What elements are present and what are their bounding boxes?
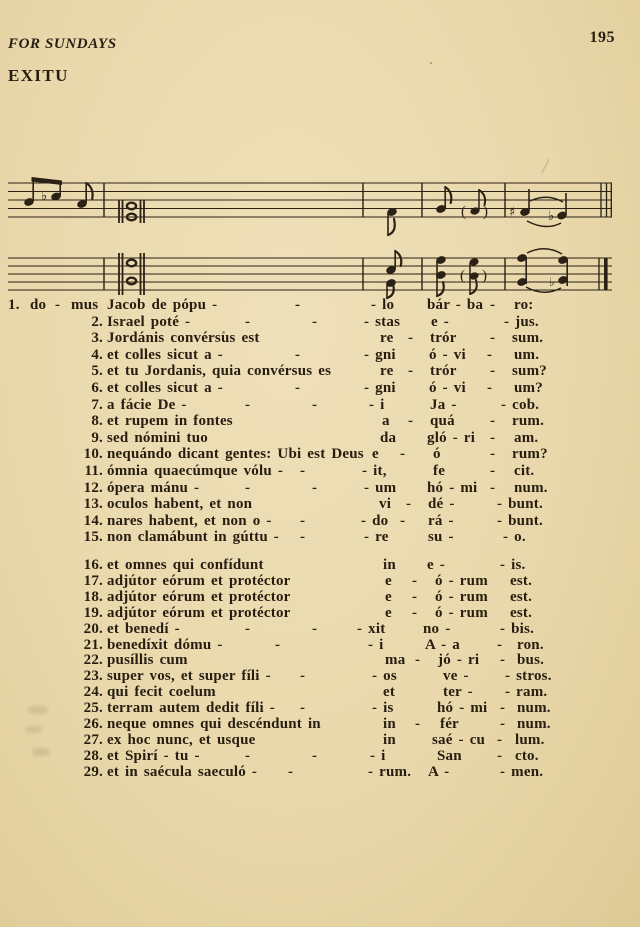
verse-cell: in <box>383 557 396 573</box>
verse-row <box>0 363 640 380</box>
page-number: 195 <box>589 29 615 46</box>
verse-number: 24. <box>83 684 103 701</box>
verse-cell: - <box>406 496 412 513</box>
verse-cell: et benedí - <box>107 620 180 637</box>
verse-number: 21. <box>83 636 103 653</box>
verse-cell: - <box>497 731 503 748</box>
verse-cell: num. <box>517 716 551 732</box>
verse-cell: - <box>412 604 418 621</box>
verse-cell: ó - vi <box>429 380 466 396</box>
verse-cell: - <box>412 572 418 589</box>
verse-cell: e <box>385 572 392 589</box>
verse-cell: - men. <box>500 763 544 780</box>
verse-cell: terram autem dedit fíli - <box>107 700 275 717</box>
flat-icon: ♭ <box>549 275 555 289</box>
verse-cell: - <box>300 529 306 546</box>
verse-row <box>0 380 640 397</box>
verse-cell: - <box>400 512 406 529</box>
verse-cell: - cob. <box>501 396 540 413</box>
verse-cell: rum. <box>512 413 545 430</box>
flat-icon: ♭ <box>548 209 555 224</box>
verse-cell: trór <box>430 330 457 347</box>
verse-cell: - <box>55 297 61 313</box>
close-paren: ) <box>482 268 487 284</box>
verse-cell: et colles sicut a - <box>107 380 223 396</box>
verse-cell: sum? <box>512 363 547 380</box>
verse-row <box>0 314 640 331</box>
verse-cell: - bunt. <box>497 512 543 529</box>
verse-cell: num. <box>514 479 548 496</box>
verse-cell: - it, <box>362 463 387 479</box>
flat-icon: ♭ <box>41 189 48 204</box>
verse-number: 11. <box>84 463 103 479</box>
verse-cell: - <box>312 620 318 637</box>
verse-cell: saé - cu <box>432 731 486 748</box>
verse-cell: - <box>300 512 306 529</box>
verse-cell: - do <box>361 512 389 529</box>
verse-cell: rum? <box>512 446 548 463</box>
verse-number: 28. <box>83 747 103 764</box>
verse-row <box>0 430 640 447</box>
verse-cell: trór <box>430 363 457 380</box>
verse-row <box>0 748 640 765</box>
verse-cell: - <box>490 413 496 430</box>
verse-cell: - is <box>372 700 394 717</box>
verse-cell: Ja - <box>430 396 457 413</box>
verse-number: 10. <box>83 446 103 463</box>
verse-cell: um? <box>514 380 543 396</box>
verse-number: 1. <box>8 297 20 313</box>
verse-cell: A - <box>428 763 450 780</box>
verse-row <box>0 732 640 749</box>
verse-cell: - <box>408 413 414 430</box>
verse-cell: - <box>490 429 496 446</box>
verse-row <box>0 330 640 347</box>
verse-number: 9. <box>91 429 103 446</box>
verse-row <box>0 413 640 430</box>
verse-cell: A - a <box>425 636 460 653</box>
verse-cell: e - <box>431 313 450 330</box>
verse-number: 8. <box>91 413 103 430</box>
verse-cell: qui fecit coelum <box>107 684 216 701</box>
verse-cell: est. <box>510 572 533 589</box>
verse-cell: et tu Jordanis, quia convérsus es <box>107 363 332 380</box>
verse-cell: - <box>288 763 294 780</box>
verse-cell: mus <box>71 297 99 313</box>
verse-row <box>0 573 640 590</box>
verse-cell: - re <box>364 529 389 546</box>
verse-cell: - <box>408 330 414 347</box>
verse-cell: - ram. <box>505 684 548 701</box>
verse-cell: - <box>415 652 421 669</box>
verse-cell: - <box>415 716 421 732</box>
verse-cell: - <box>487 380 493 396</box>
verse-row <box>0 700 640 717</box>
verse-cell: oculos habent, et non <box>107 496 253 513</box>
verse-cell: non clamábunt in gúttu - <box>107 529 280 546</box>
verse-cell: bus. <box>517 652 545 669</box>
verse-number: 17. <box>83 572 103 589</box>
verse-cell: - <box>300 700 306 717</box>
verse-cell: a fácie De - <box>107 396 187 413</box>
verse-cell: - <box>490 446 496 463</box>
verse-number: 14. <box>83 512 103 529</box>
verse-cell: - <box>245 396 251 413</box>
verse-cell: e - <box>427 557 446 573</box>
verse-cell: Jordánis convérsus est <box>107 330 260 347</box>
verse-cell: - <box>500 716 506 732</box>
verse-cell: ó - vi <box>429 346 466 363</box>
verse-number: 13. <box>83 496 103 513</box>
verse-cell: do <box>30 297 47 313</box>
verse-cell: - lo <box>371 297 395 313</box>
verse-cell: vi <box>379 496 392 513</box>
verse-cell: - <box>295 380 301 396</box>
close-paren: ) <box>483 204 488 220</box>
verse-number: 26. <box>83 716 103 732</box>
verse-cell: - rum. <box>368 763 412 780</box>
verse-cell: - <box>490 363 496 380</box>
running-header: FOR SUNDAYS <box>8 36 117 52</box>
verse-cell: no - <box>423 620 451 637</box>
verse-cell: - <box>295 346 301 363</box>
verse-number: 6. <box>91 380 103 396</box>
show-through-artifact <box>28 706 48 714</box>
verse-cell: adjútor eórum et protéctor <box>107 572 291 589</box>
verse-cell: - <box>487 346 493 363</box>
verse-number: 29. <box>83 763 103 780</box>
verse-cell: - <box>497 747 503 764</box>
verse-cell: sed nómini tuo <box>107 429 208 446</box>
verse-cell: - <box>400 446 406 463</box>
verse-row <box>0 637 640 654</box>
verse-number: 20. <box>83 620 103 637</box>
verse-cell: - <box>312 396 318 413</box>
verse-cell: Jacob de pópu - <box>107 297 218 313</box>
verse-cell: neque omnes qui descéndunt in <box>107 716 321 732</box>
verse-cell: num. <box>517 700 551 717</box>
verse-cell: - stas <box>364 313 401 330</box>
show-through-artifact <box>26 726 42 733</box>
verse-cell: - <box>295 297 301 313</box>
verse-cell: - um <box>364 479 397 496</box>
verse-number: 3. <box>91 330 103 347</box>
verse-row <box>0 297 640 314</box>
verse-cell: - xit <box>357 620 386 637</box>
verse-cell: am. <box>514 429 539 446</box>
verse-cell: - <box>245 620 251 637</box>
verse-cell: - is. <box>500 557 526 573</box>
verse-number: 25. <box>83 700 103 717</box>
verse-cell: pusíllis cum <box>107 652 188 669</box>
verse-cell: rá - <box>428 512 454 529</box>
open-paren: ( <box>461 204 466 220</box>
verse-cell: re <box>380 330 394 347</box>
verse-row <box>0 513 640 530</box>
verse-cell: - jus. <box>504 313 539 330</box>
verse-cell: - gni <box>364 346 396 363</box>
verse-row <box>0 397 640 414</box>
verse-cell: da <box>380 429 397 446</box>
verse-cell: hó - mi <box>437 700 488 717</box>
verse-cell: um. <box>514 346 540 363</box>
verse-cell: re <box>380 363 394 380</box>
verse-cell: ter - <box>443 684 473 701</box>
verse-number: 12. <box>83 479 103 496</box>
verse-cell: - <box>275 636 281 653</box>
verse-cell: - <box>500 652 506 669</box>
verse-number: 19. <box>83 604 103 621</box>
verse-cell: ex hoc nunc, et usque <box>107 731 256 748</box>
verse-row <box>0 589 640 606</box>
verse-row <box>0 347 640 364</box>
verse-cell: adjútor eórum et protéctor <box>107 604 291 621</box>
verse-cell: in <box>383 731 396 748</box>
verse-cell: a <box>382 413 390 430</box>
sharp-icon: ♯ <box>509 205 516 220</box>
verse-cell: - o. <box>503 529 526 546</box>
verse-number: 22. <box>83 652 103 669</box>
verse-cell: dé - <box>428 496 455 513</box>
verse-row <box>0 621 640 638</box>
verse-row <box>0 764 640 781</box>
verse-cell: bár - ba <box>427 297 484 313</box>
open-paren: ( <box>460 268 465 284</box>
verse-cell: - stros. <box>505 668 552 685</box>
verse-row <box>0 446 640 463</box>
verse-cell: - <box>497 636 503 653</box>
verse-number: 23. <box>83 668 103 685</box>
ink-speck <box>222 331 225 334</box>
verse-cell: - <box>312 313 318 330</box>
verse-cell: cit. <box>514 463 535 479</box>
verse-cell: jó - ri <box>438 652 480 669</box>
verse-cell: - <box>490 330 496 347</box>
verse-cell: ópera mánu - <box>107 479 200 496</box>
verse-cell: - <box>300 668 306 685</box>
verse-cell: ómnia quaecúmque vólu - <box>107 463 284 479</box>
verse-cell: San <box>437 747 462 764</box>
verse-cell: et omnes qui confídunt <box>107 557 264 573</box>
verse-cell: et <box>383 684 396 701</box>
verse-cell: ó - rum <box>435 588 488 605</box>
verse-row <box>0 716 640 733</box>
verse-number: 27. <box>83 731 103 748</box>
verse-cell: - <box>312 747 318 764</box>
verse-cell: - <box>500 700 506 717</box>
verse-cell: ron. <box>517 636 544 653</box>
verse-row <box>0 480 640 497</box>
verse-cell: - <box>490 297 496 313</box>
verse-cell: et Spirí - tu - <box>107 747 200 764</box>
verse-number: 16. <box>83 557 103 573</box>
verse-cell: est. <box>510 588 533 605</box>
verse-row <box>0 605 640 622</box>
verse-number: 2. <box>91 313 103 330</box>
verse-cell: ó - rum <box>435 604 488 621</box>
verse-cell: cto. <box>515 747 539 764</box>
verse-cell: ro: <box>514 297 534 313</box>
verse-row <box>0 652 640 669</box>
verse-cell: - gni <box>364 380 396 396</box>
verse-cell: - <box>245 747 251 764</box>
verse-cell: - <box>312 479 318 496</box>
verse-cell: quá <box>430 413 455 430</box>
verse-cell: - i <box>368 636 384 653</box>
verse-number: 18. <box>83 588 103 605</box>
verse-cell: e <box>385 604 392 621</box>
verse-cell: super vos, et super fíli - <box>107 668 271 685</box>
verse-cell: - <box>490 479 496 496</box>
verse-cell: hó - mi <box>427 479 478 496</box>
verse-number: 7. <box>91 396 103 413</box>
verse-cell: lum. <box>515 731 545 748</box>
verse-cell: ó - rum <box>435 572 488 589</box>
verse-row <box>0 463 640 480</box>
verse-cell: benedíxit dómu - <box>107 636 223 653</box>
verse-cell: gló - ri <box>427 429 476 446</box>
verse-cell: in <box>383 716 396 732</box>
verse-cell: - <box>408 363 414 380</box>
verse-cell: fér <box>440 716 459 732</box>
verse-cell: - <box>245 479 251 496</box>
verse-row <box>0 684 640 701</box>
verse-cell: su - <box>428 529 454 546</box>
verse-cell: et in saécula saeculó - <box>107 763 258 780</box>
verse-cell: Israel poté - <box>107 313 191 330</box>
verse-cell: sum. <box>512 330 544 347</box>
verse-cell: - bis. <box>500 620 535 637</box>
verse-cell: ma <box>385 652 406 669</box>
verse-number: 15. <box>83 529 103 546</box>
verse-cell: ó <box>433 446 441 463</box>
verse-number: 4. <box>91 346 103 363</box>
verse-cell: - bunt. <box>497 496 543 513</box>
verse-cell: - i <box>369 396 385 413</box>
ink-speck <box>430 62 432 64</box>
show-through-artifact <box>32 748 50 756</box>
page-title: EXITU <box>8 66 69 85</box>
verse-number: 5. <box>91 363 103 380</box>
verse-row <box>0 557 640 574</box>
verse-row <box>0 496 640 513</box>
verse-row <box>0 668 640 685</box>
verse-cell: nares habent, et non o - <box>107 512 272 529</box>
verse-cell: adjútor eórum et protéctor <box>107 588 291 605</box>
verse-cell: ve - <box>443 668 469 685</box>
verse-cell: fe <box>433 463 446 479</box>
verse-cell: - i <box>370 747 386 764</box>
verse-cell: e <box>385 588 392 605</box>
verse-cell: - <box>245 313 251 330</box>
verse-cell: et colles sicut a - <box>107 346 223 363</box>
verse-row <box>0 529 640 546</box>
verse-cell: e <box>372 446 379 463</box>
verse-cell: - <box>490 463 496 479</box>
verse-cell: nequándo dicant gentes: Ubi est Deus <box>107 446 364 463</box>
verse-cell: - os <box>372 668 397 685</box>
verse-cell: et rupem in fontes <box>107 413 233 430</box>
verse-cell: - <box>300 463 306 479</box>
verse-cell: - <box>412 588 418 605</box>
verse-cell: est. <box>510 604 533 621</box>
